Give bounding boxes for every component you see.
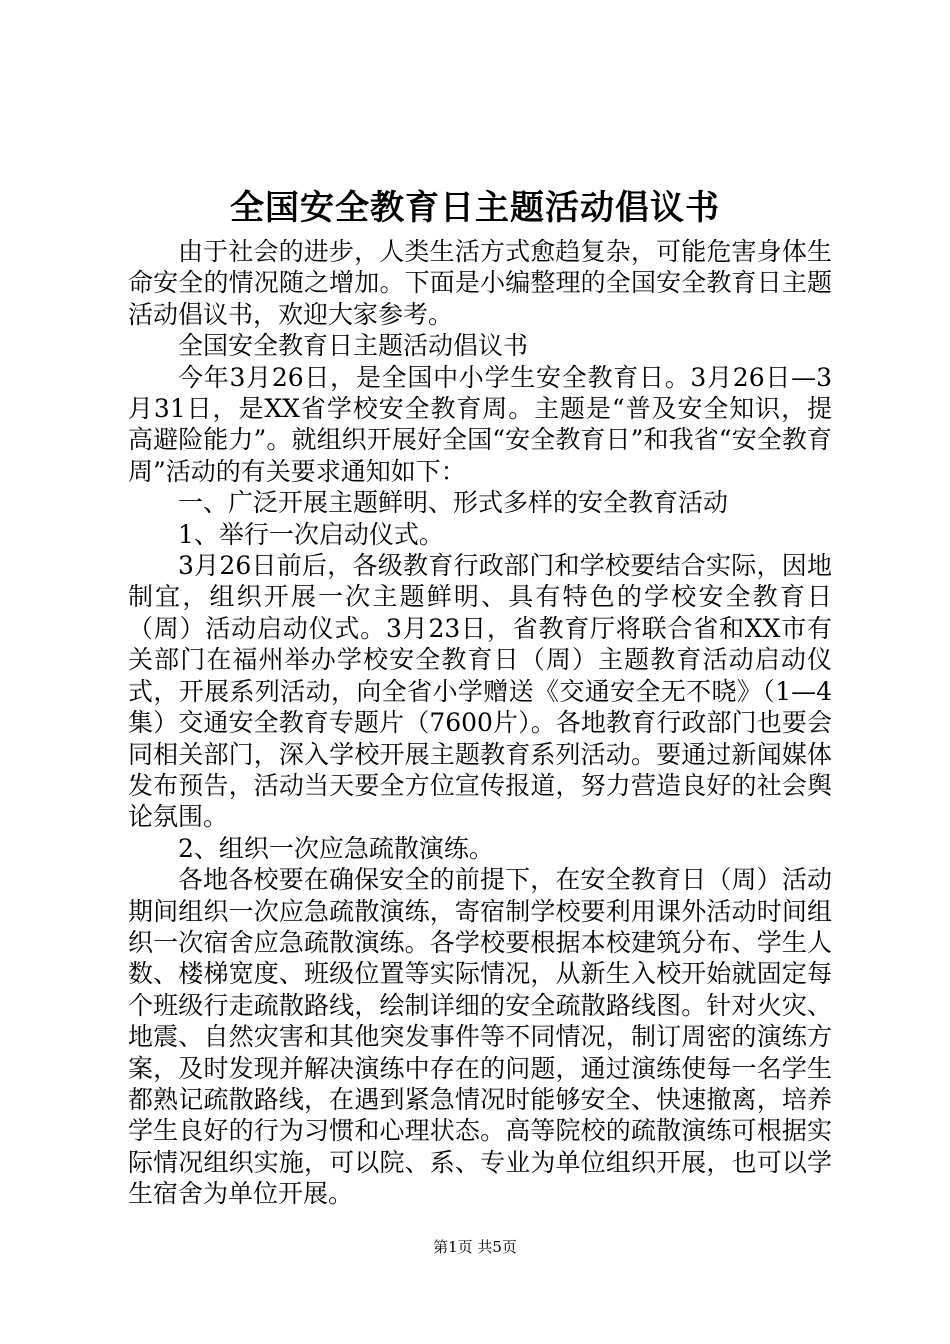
document-title: 全国安全教育日主题活动倡议书 — [230, 188, 720, 228]
paragraph-launch-ceremony: 3月26日前后，各级教育行政部门和学校要结合实际，因地制宜，组织开展一次主题鲜明、具有特色的学校安全教育日（周）活动启动仪式。3月23日，省教育厅将联合省和XX市有关部门在福州举办学校安全教育日（周）主题教育活动启动仪式，开展系列活动，向全省小学赠送《交通安全无不晓》（1—4集）交通安全教育专题片（7600片）。各地教育行政部门也要会同相关部门，深入学校开展主题教育系列活动。要通过新闻媒体发布预告，活动当天要全方位宣传报道，努力营造良好的社会舆论氛围。 — [128, 551, 832, 832]
section-heading-1: 一、广泛开展主题鲜明、形式多样的安全教育活动 — [178, 488, 729, 518]
paragraph-subtitle: 全国安全教育日主题活动倡议书 — [178, 331, 529, 361]
item-heading-2: 2、组织一次应急疏散演练。 — [178, 833, 494, 863]
page-footer: 第1页 共5页 — [433, 1238, 517, 1256]
paragraph-evacuation-drill: 各地各校要在确保安全的前提下，在安全教育日（周）活动期间组织一次应急疏散演练，寄宿制学校要利用课外活动时间组织一次宿舍应急疏散演练。各学校要根据本校建筑分布、学生人数、楼梯宽度、班级位置等实际情况，从新生入校开始就固定每个班级行走疏散路线，绘制详细的安全疏散路线图。针对火灾、地震、自然灾害和其他突发事件等不同情况，制订周密的演练方案，及时发现并解决演练中存在的问题，通过演练使每一名学生都熟记疏散路线，在遇到紧急情况时能够安全、快速撤离，培养学生良好的行为习惯和心理状态。高等院校的疏散演练可根据实际情况组织实施，可以院、系、专业为单位组织开展，也可以学生宿舍为单位开展。 — [128, 865, 832, 1209]
item-heading-1: 1、举行一次启动仪式。 — [178, 519, 444, 549]
paragraph-intro: 由于社会的进步，人类生活方式愈趋复杂，可能危害身体生命安全的情况随之增加。下面是小编整理的全国安全教育日主题活动倡议书，欢迎大家参考。 — [128, 237, 832, 329]
document-body — [128, 236, 832, 1210]
paragraph-notice: 今年3月26日，是全国中小学生安全教育日。3月26日—3月31日，是XX省学校安全教育周。主题是“普及安全知识，提高避险能力”。就组织开展好全国“安全教育日”和我省“安全教育周”活动的有关要求通知如下： — [128, 362, 832, 486]
